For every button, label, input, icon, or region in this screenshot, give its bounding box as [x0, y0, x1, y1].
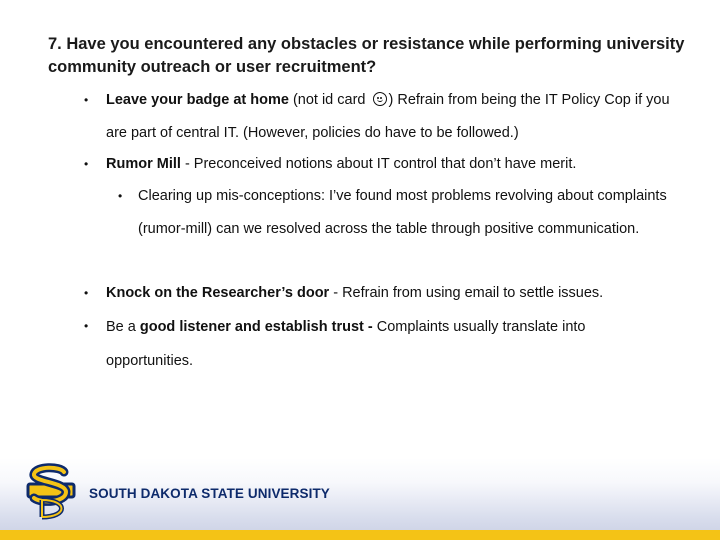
university-name: SOUTH DAKOTA STATE UNIVERSITY — [89, 486, 330, 501]
bullet-text: Clearing up mis-conceptions: I’ve found most problems revolving about complaints (rumor-mill) can we resolved across the table through positive communication. — [138, 188, 667, 237]
bullet-item-good-listener — [84, 310, 664, 378]
bullet-item-badge — [84, 84, 674, 149]
smiley-icon — [373, 92, 387, 106]
bullet-marker: • — [84, 286, 89, 300]
bullet-text: ) Refrain from being the IT Policy Cop if you are part of central IT. (However, policies do have to be followed.) — [106, 92, 670, 141]
bullet-marker: • — [84, 319, 89, 333]
bullet-text: - Refrain from using email to settle issues. — [329, 285, 604, 301]
bullet-text: Complaints usually translate into opportunities. — [106, 319, 586, 369]
bullet-text: - Preconceived notions about IT control that don’t have merit. — [180, 156, 577, 172]
bullet-marker: • — [118, 189, 123, 203]
sdsu-logo-icon — [22, 462, 80, 520]
slide-title: 7. Have you encountered any obstacles or resistance while performing university community outreach or user recruitment? — [48, 35, 685, 76]
bullet-item-knock-door — [84, 277, 684, 310]
bullet-heading: good listener and establish trust - — [139, 319, 373, 335]
bullet-heading: Leave your badge at home — [106, 92, 289, 108]
bullet-heading: Rumor Mill — [106, 156, 181, 172]
bullet-heading: Knock on the Researcher’s door — [106, 285, 330, 301]
sub-bullet-item-misconceptions — [118, 180, 678, 245]
bullet-marker: • — [84, 157, 89, 171]
bullet-text: Be a — [106, 319, 140, 335]
bullet-text: (not id card — [288, 92, 370, 108]
bullet-item-rumor-mill — [84, 148, 684, 181]
bullet-marker: • — [84, 93, 89, 107]
footer-gold-bar — [0, 530, 720, 540]
